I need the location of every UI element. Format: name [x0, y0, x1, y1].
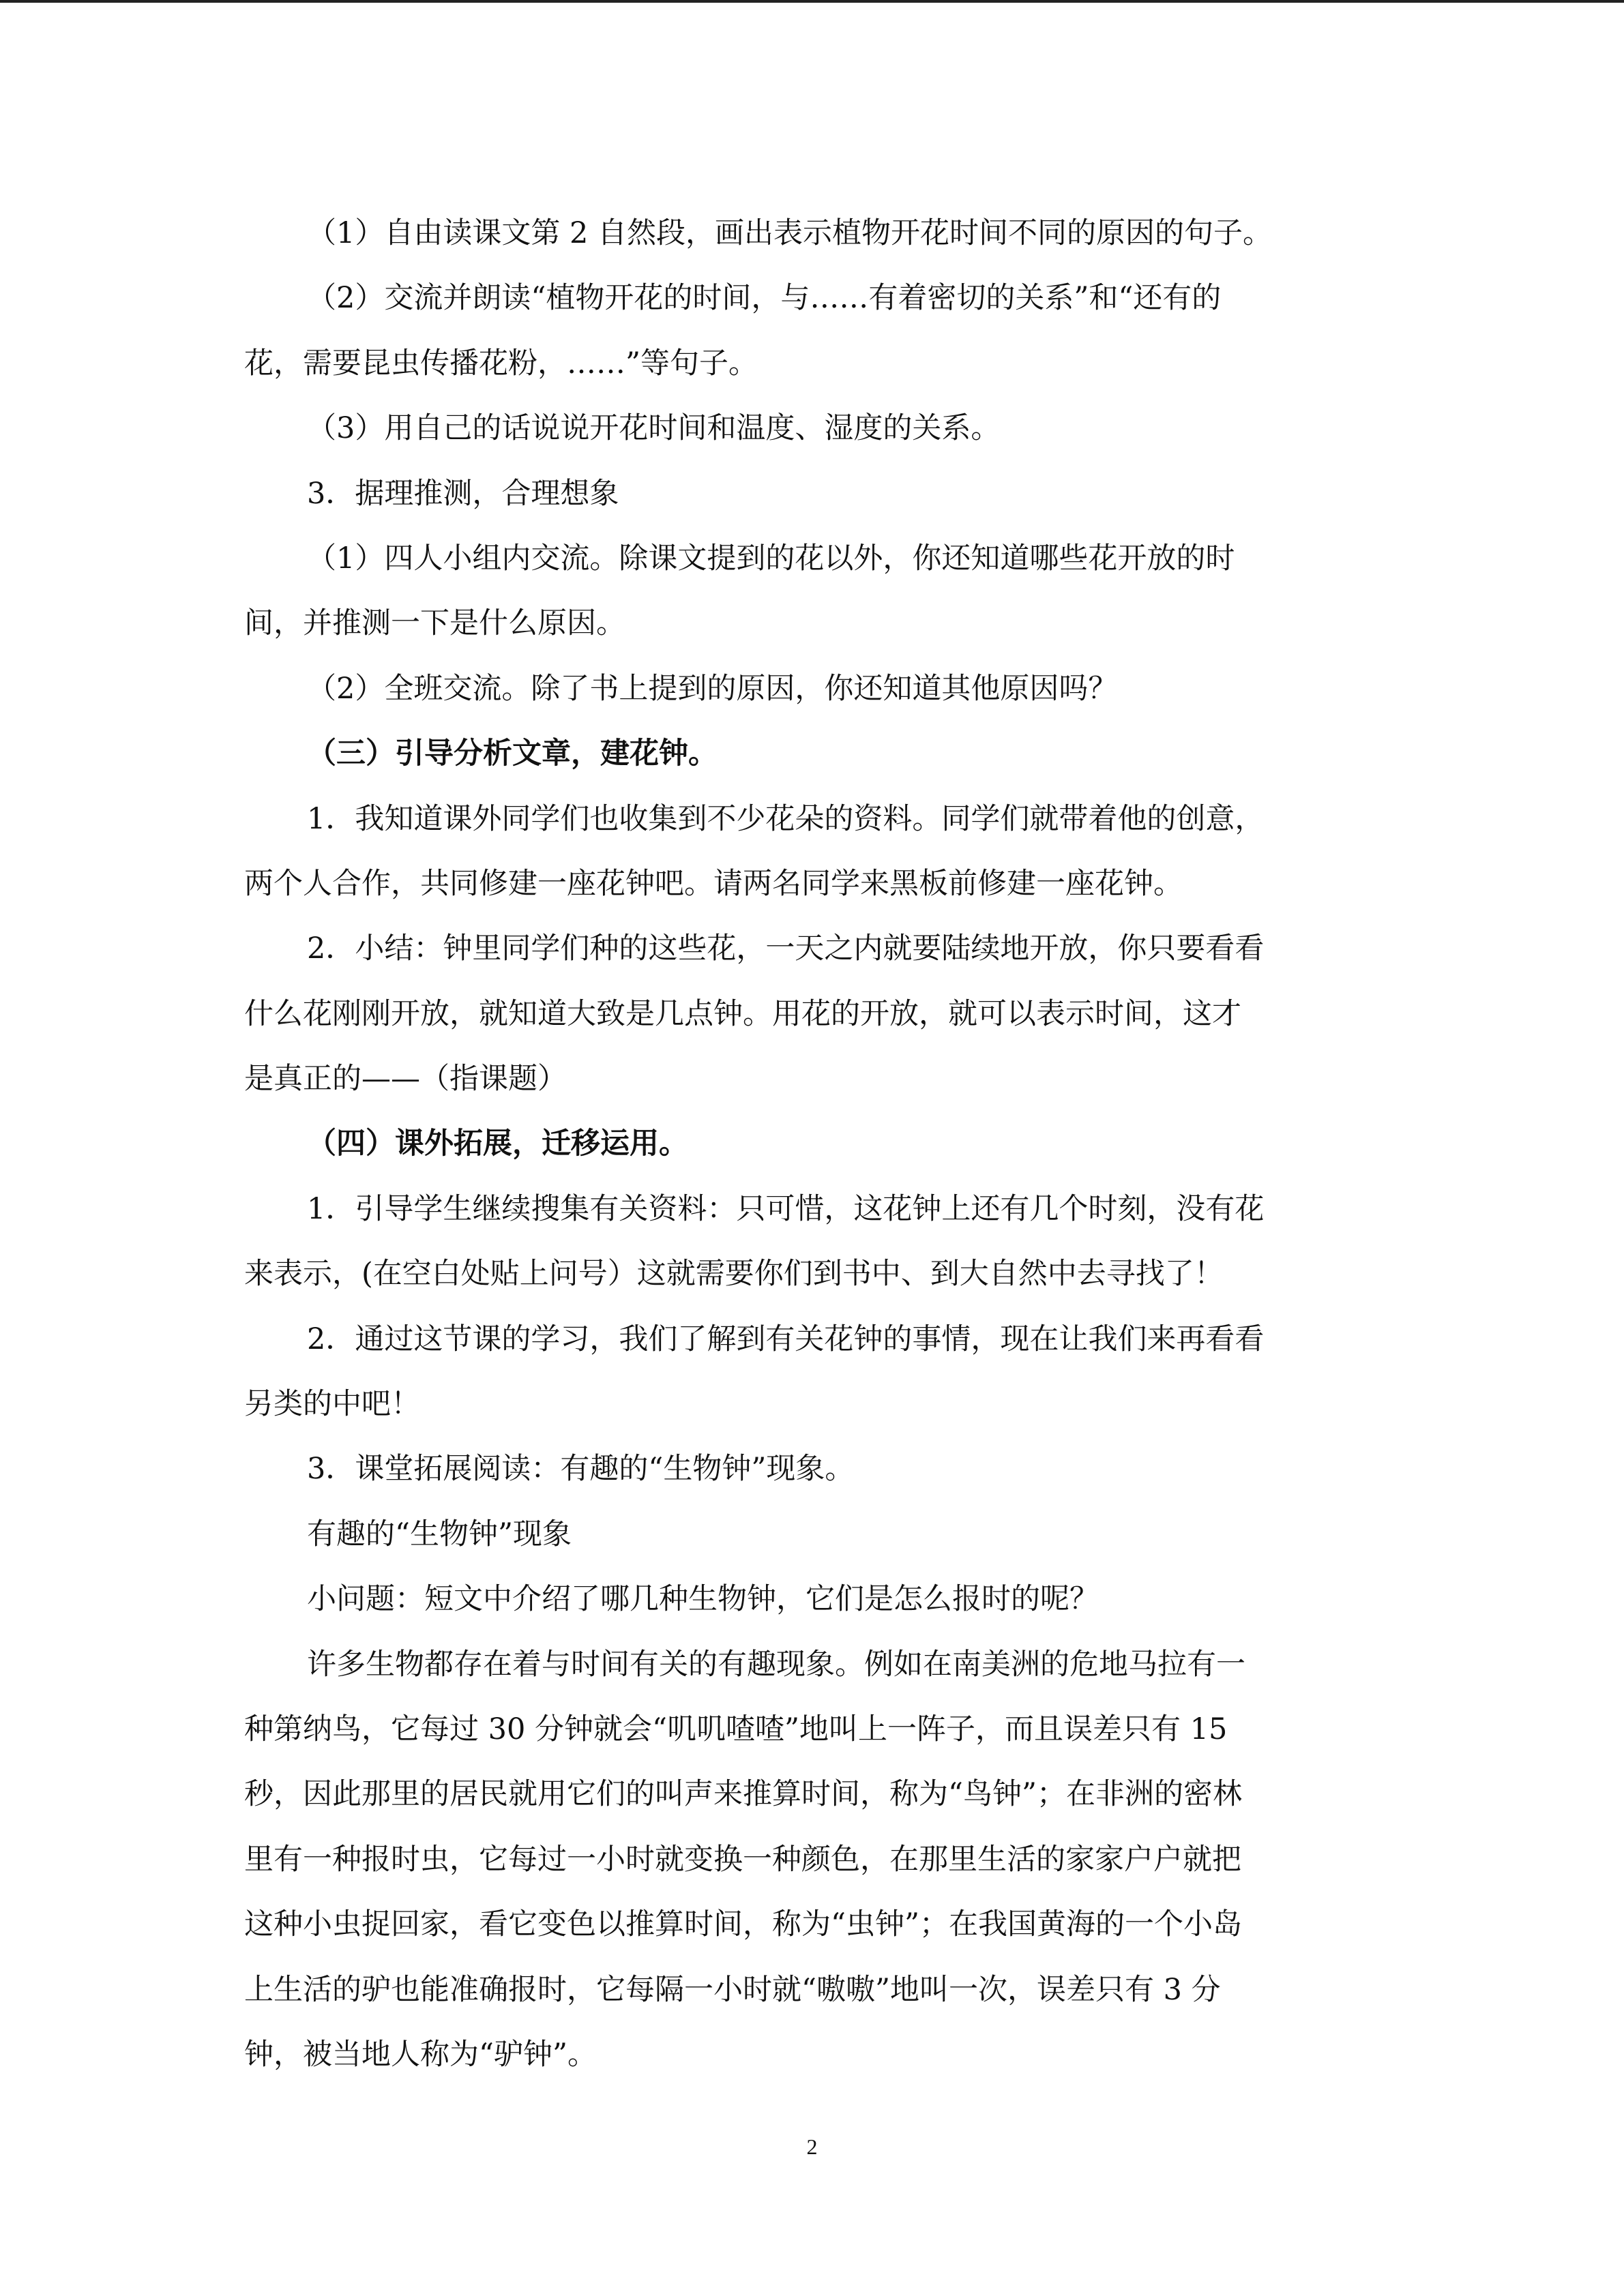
text-line: 许多生物都存在着与时间有关的有趣现象。例如在南美洲的危地马拉有一: [307, 1647, 1245, 1682]
text-line: （3）用自己的话说说开花时间和温度、湿度的关系。: [307, 411, 1001, 446]
text-line: 什么花刚刚开放，就知道大致是几点钟。用花的开放，就可以表示时间，这才: [244, 996, 1241, 1031]
text-line: 钟，被当地人称为“驴钟”。: [244, 2037, 597, 2072]
document-body: [244, 201, 1380, 2087]
text-line: 这种小虫捉回家，看它变色以推算时间，称为“虫钟”；在我国黄海的一个小岛: [244, 1907, 1242, 1942]
text-line: （1）四人小组内交流。除课文提到的花以外，你还知道哪些花开放的时: [307, 541, 1235, 576]
text-line: 2．小结：钟里同学们种的这些花，一天之内就要陆续地开放，你只要看看: [307, 931, 1265, 966]
text-line: 小问题：短文中介绍了哪几种生物钟，它们是怎么报时的呢？: [307, 1582, 1099, 1617]
page-number: 2: [806, 2134, 818, 2159]
text-line: 2．通过这节课的学习，我们了解到有关花钟的事情，现在让我们来再看看: [307, 1322, 1265, 1356]
text-line: 另类的中吧！: [244, 1387, 420, 1422]
text-line: 里有一种报时虫，它每过一小时就变换一种颜色，在那里生活的家家户户就把: [244, 1842, 1241, 1877]
text-line: （2）交流并朗读“植物开花的时间，与……有着密切的关系”和“还有的: [307, 281, 1222, 316]
text-line: 秒，因此那里的居民就用它们的叫声来推算时间，称为“鸟钟”；在非洲的密林: [244, 1777, 1242, 1812]
text-line: 花，需要昆虫传播花粉，……”等句子。: [244, 346, 758, 381]
section-heading: （四）课外拓展，迁移运用。: [307, 1127, 688, 1161]
top-border-rule: [0, 0, 1624, 3]
text-line: 1．我知道课外同学们也收集到不少花朵的资料。同学们就带着他的创意，: [307, 801, 1265, 836]
text-line: 来表示，(在空白处贴上问号）这就需要你们到书中、到大自然中去寻找了！: [244, 1257, 1224, 1292]
text-line: 种第纳鸟，它每过 30 分钟就会“叽叽喳喳”地叫上一阵子，而且误差只有 15: [244, 1712, 1228, 1746]
text-line: 间，并推测一下是什么原因。: [244, 606, 625, 641]
text-line: 1．引导学生继续搜集有关资料：只可惜，这花钟上还有几个时刻，没有花: [307, 1191, 1265, 1226]
text-line: （2）全班交流。除了书上提到的原因，你还知道其他原因吗？: [307, 671, 1118, 706]
text-line: 上生活的驴也能准确报时，它每隔一小时就“嗷嗷”地叫一次，误差只有 3 分: [244, 1972, 1221, 2007]
section-heading: （三）引导分析文章，建花钟。: [307, 736, 718, 771]
text-line: （1）自由读课文第 2 自然段，画出表示植物开花时间不同的原因的句子。: [307, 216, 1273, 250]
text-line: 3．课堂拓展阅读：有趣的“生物钟”现象。: [307, 1452, 855, 1487]
text-line: 两个人合作，共同修建一座花钟吧。请两名同学来黑板前修建一座花钟。: [244, 866, 1183, 901]
text-line: 有趣的“生物钟”现象: [307, 1517, 572, 1551]
text-line: 是真正的——（指课题）: [244, 1062, 567, 1097]
text-line: 3．据理推测，合理想象: [307, 476, 619, 511]
